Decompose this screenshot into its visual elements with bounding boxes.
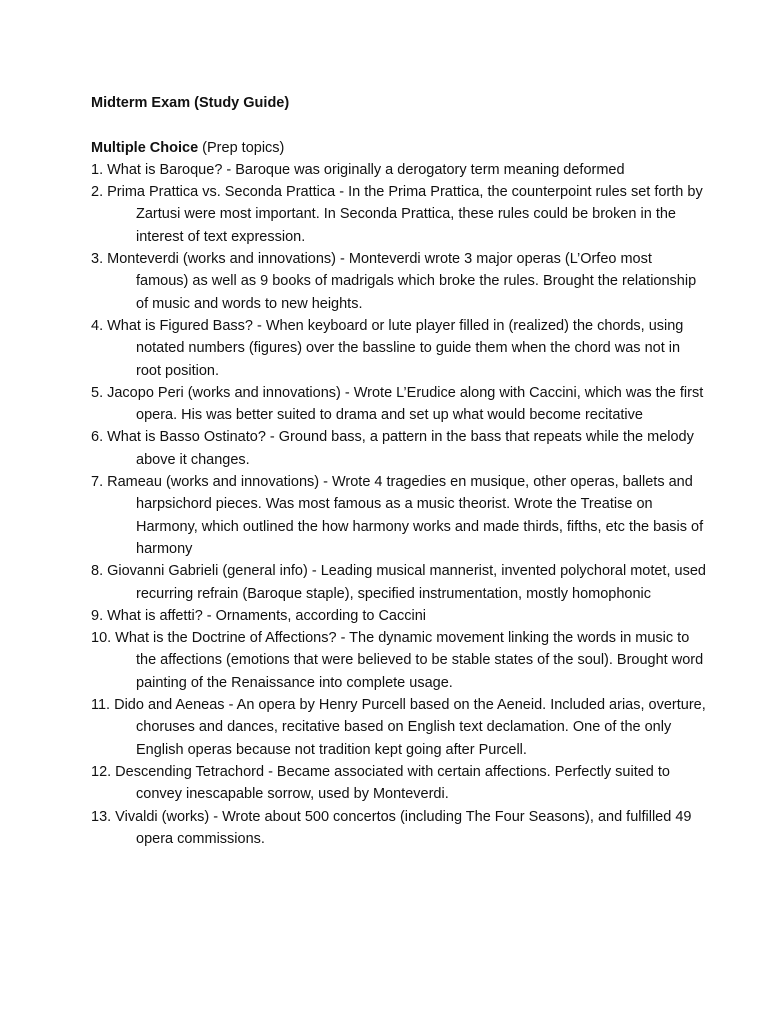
question-list bbox=[91, 159, 708, 850]
question-item: 7. Rameau (works and innovations) - Wrote 4 tragedies en musique, other operas, ballets and harpsichord pieces. Was most famous as a music theorist. Wrote the Treatise on Harmony, which outlined the how harmony works and made thirds, fifths, etc the basis of harmony bbox=[91, 474, 704, 557]
section-heading-bold: Multiple Choice bbox=[91, 139, 199, 156]
document-title: Midterm Exam (Study Guide) bbox=[91, 95, 290, 111]
question-item: 13. Vivaldi (works) - Wrote about 500 concertos (including The Four Seasons), and fulfilled 49 opera commissions. bbox=[91, 808, 692, 847]
question-item: 8. Giovanni Gabrieli (general info) - Leading musical mannerist, invented polychoral motet, used recurring refrain (Baroque staple), specified instrumentation, mostly homophonic bbox=[91, 563, 706, 602]
question-item: 10. What is the Doctrine of Affections? - The dynamic movement linking the words in music to the affections (emotions that were believed to be stable states of the soul). Brought word painting of the Renaissance into complete usage. bbox=[91, 630, 704, 691]
question-item: 11. Dido and Aeneas - An opera by Henry Purcell based on the Aeneid. Included arias, overture, choruses and dances, recitative based on English text declamation. One of the only English operas because not tradition kept going after Purcell. bbox=[91, 697, 706, 758]
section-heading-note: (Prep topics) bbox=[198, 139, 285, 156]
question-item: 1. What is Baroque? - Baroque was originally a derogatory term meaning deformed bbox=[91, 161, 625, 178]
question-item: 4. What is Figured Bass? - When keyboard or lute player filled in (realized) the chords, using notated numbers (figures) over the bassline to guide them when the chord was not in root position. bbox=[91, 317, 684, 379]
question-item: 2. Prima Prattica vs. Seconda Prattica - In the Prima Prattica, the counterpoint rules set forth by Zartusi were most important. In Seconda Prattica, these rules could be broken in the interest of text expression. bbox=[91, 184, 703, 245]
question-item: 6. What is Basso Ostinato? - Ground bass, a pattern in the bass that repeats while the melody above it changes. bbox=[91, 429, 694, 468]
section-heading bbox=[91, 137, 708, 159]
question-item: 12. Descending Tetrachord - Became associated with certain affections. Perfectly suited to convey inescapable sorrow, used by Monteverdi. bbox=[91, 763, 670, 803]
question-item: 5. Jacopo Peri (works and innovations) - Wrote L’Erudice along with Caccini, which was the first opera. His was better suited to drama and set up what would become recitative bbox=[91, 384, 704, 424]
question-item: 3. Monteverdi (works and innovations) - Monteverdi wrote 3 major operas (L’Orfeo most famous) as well as 9 books of madrigals which broke the rules. Brought the relationship of music and words to new heights. bbox=[91, 251, 697, 312]
question-item: 9. What is affetti? - Ornaments, according to Caccini bbox=[91, 607, 426, 624]
